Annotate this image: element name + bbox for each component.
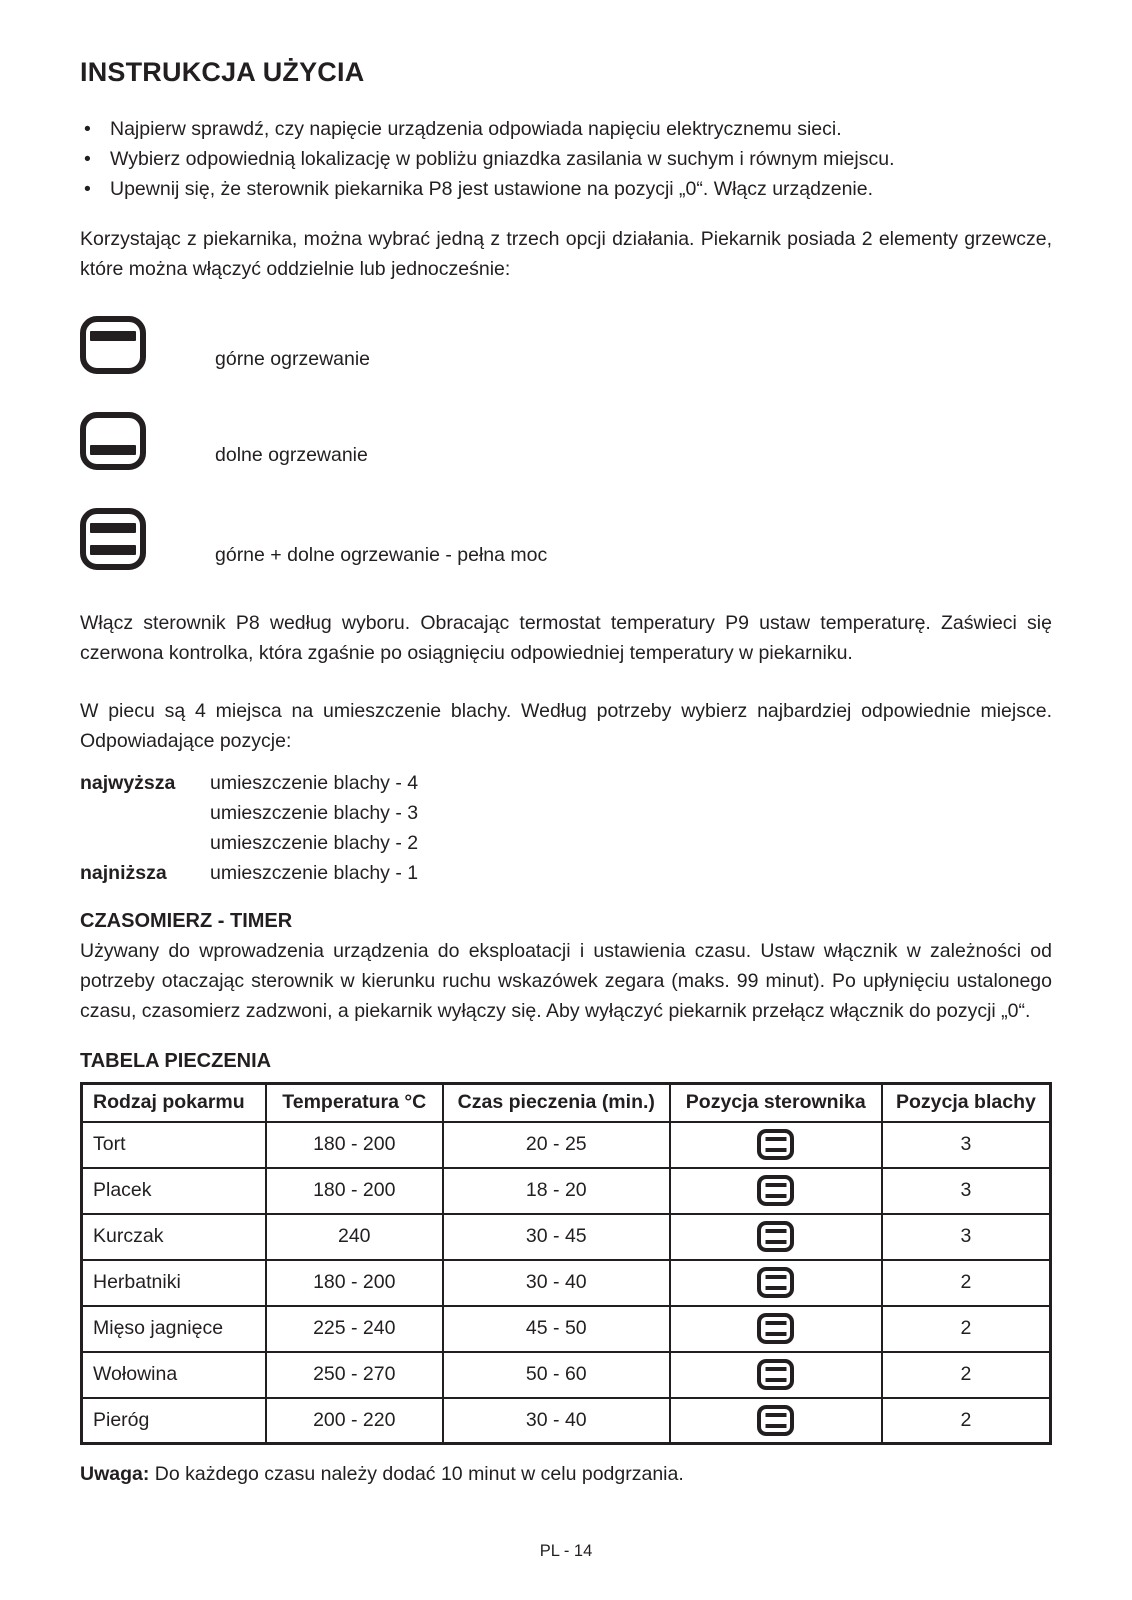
shelf-position-text: umieszczenie blachy - 3 [210,802,419,824]
shelf-position-text: umieszczenie blachy - 4 [210,772,419,794]
time-cell: 50 - 60 [443,1352,670,1398]
oven-top-bottom-heat-icon [757,1359,794,1390]
time-cell: 45 - 50 [443,1306,670,1352]
temperature-cell: 180 - 200 [266,1260,443,1306]
shelf-position-list [80,768,1052,888]
controller-cell [670,1122,882,1168]
food-cell: Tort [82,1122,266,1168]
column-header-shelf: Pozycja blachy [882,1084,1051,1122]
shelf-cell: 2 [882,1260,1051,1306]
heating-mode-label: górne ogrzewanie [215,348,371,370]
intro-bullet-list [80,114,1052,204]
oven-top-bottom-heat-icon [757,1313,794,1344]
bottom-heat-bar [765,1424,786,1428]
heating-mode-row [80,316,1052,374]
shelf-cell: 2 [882,1352,1051,1398]
heating-mode-label: dolne ogrzewanie [215,444,368,466]
temperature-cell: 180 - 200 [266,1168,443,1214]
bottom-heat-bar [90,445,136,455]
temperature-cell: 200 - 220 [266,1398,443,1444]
bottom-heat-bar [765,1240,786,1244]
shelf-position-row [80,798,1052,828]
timer-heading: CZASOMIERZ - TIMER [80,910,293,932]
top-heat-bar [765,1275,786,1279]
shelf-cell: 2 [882,1398,1051,1444]
note-line [80,1459,1052,1489]
note-text: Do każdego czasu należy dodać 10 minut w celu podgrzania. [149,1463,684,1485]
baking-table [80,1082,1052,1445]
shelf-position-label [80,798,210,828]
table-row [82,1398,1051,1444]
table-row [82,1214,1051,1260]
top-heat-bar [765,1413,786,1417]
table-row [82,1168,1051,1214]
food-cell: Wołowina [82,1352,266,1398]
controller-cell [670,1306,882,1352]
controller-cell [670,1352,882,1398]
shelf-cell: 3 [882,1168,1051,1214]
controller-cell [670,1214,882,1260]
heating-mode-row [80,508,1052,570]
oven-top-heat-icon [80,316,146,374]
bottom-heat-bar [765,1148,786,1152]
bottom-heat-bar [765,1378,786,1382]
oven-top-bottom-heat-icon [80,508,146,570]
top-heat-bar [765,1321,786,1325]
food-cell: Placek [82,1168,266,1214]
oven-top-bottom-heat-icon [757,1129,794,1160]
oven-top-bottom-heat-icon [757,1221,794,1252]
table-row [82,1352,1051,1398]
heating-mode-label: górne + dolne ogrzewanie - pełna moc [215,544,548,566]
oven-top-bottom-heat-icon [757,1175,794,1206]
controller-cell [670,1168,882,1214]
temperature-cell: 180 - 200 [266,1122,443,1168]
note-label: Uwaga: [80,1463,150,1485]
shelf-position-text: umieszczenie blachy - 1 [210,862,419,884]
time-cell: 30 - 40 [443,1398,670,1444]
table-row [82,1122,1051,1168]
shelf-cell: 3 [882,1214,1051,1260]
shelf-position-row [80,828,1052,858]
shelf-cell: 3 [882,1122,1051,1168]
shelf-paragraph: W piecu są 4 miejsca na umieszczenie blachy. Według potrzeby wybierz najbardziej odpowiednie miejsce. Odpowiadające pozycje: [80,700,1052,752]
bullet-item: • Najpierw sprawdź, czy napięcie urządzenia odpowiada napięciu elektrycznemu sieci. [80,114,1052,144]
shelf-position-label [80,828,210,858]
shelf-position-label: najniższa [80,862,167,884]
column-header-controller: Pozycja sterownika [670,1084,882,1122]
shelf-position-row [80,858,1052,888]
oven-bottom-heat-icon [80,412,146,470]
column-header-temperature: Temperatura °C [266,1084,443,1122]
top-heat-bar [765,1367,786,1371]
time-cell: 30 - 45 [443,1214,670,1260]
temperature-cell: 240 [266,1214,443,1260]
top-heat-bar [90,331,136,341]
timer-paragraph: Używany do wprowadzenia urządzenia do eksploatacji i ustawienia czasu. Ustaw włącznik w zależności od potrzeby otaczając sterownik w kierunku ruchu wskazówek zegara (maks. 99 minut). Po upłynięciu ustalonego czasu, czasomierz zadzwoni, a piekarnik wyłączy się. Aby wyłączyć piekarnik przełącz włącznik do pozycji „0“. [80,940,1052,1022]
bottom-heat-bar [765,1194,786,1198]
shelf-cell: 2 [882,1306,1051,1352]
controller-cell [670,1398,882,1444]
shelf-position-row [80,768,1052,798]
table-header-row [82,1084,1051,1122]
page-number: PL - 14 [539,1542,593,1560]
table-row [82,1306,1051,1352]
bottom-heat-bar [765,1286,786,1290]
top-heat-bar [90,523,136,533]
time-cell: 30 - 40 [443,1260,670,1306]
temperature-cell: 250 - 270 [266,1352,443,1398]
bullet-item: • Wybierz odpowiednią lokalizację w pobliżu gniazdka zasilania w suchym i równym miejscu. [80,144,1052,174]
bottom-heat-bar [90,545,136,555]
shelf-position-text: umieszczenie blachy - 2 [210,832,419,854]
column-header-food: Rodzaj pokarmu [82,1084,266,1122]
page-title: INSTRUKCJA UŻYCIA [80,57,365,87]
intro-paragraph: Korzystając z piekarnika, można wybrać jedną z trzech opcji działania. Piekarnik posiada 2 elementy grzewcze, które można włączyć oddzielnie lub jednocześnie: [80,228,1052,280]
timer-section [80,906,1052,1026]
top-heat-bar [765,1137,786,1141]
oven-top-bottom-heat-icon [757,1267,794,1298]
baking-table-heading: TABELA PIECZENIA [80,1050,272,1072]
bottom-heat-bar [765,1332,786,1336]
time-cell: 18 - 20 [443,1168,670,1214]
food-cell: Pieróg [82,1398,266,1444]
heating-mode-row [80,412,1052,470]
top-heat-bar [765,1229,786,1233]
shelf-position-label: najwyższa [80,772,176,794]
table-row [82,1260,1051,1306]
oven-top-bottom-heat-icon [757,1405,794,1436]
column-header-time: Czas pieczenia (min.) [443,1084,670,1122]
food-cell: Mięso jagnięce [82,1306,266,1352]
food-cell: Herbatniki [82,1260,266,1306]
top-heat-bar [765,1183,786,1187]
thermostat-paragraph: Włącz sterownik P8 według wyboru. Obracając termostat temperatury P9 ustaw temperaturę. Zaświeci się czerwona kontrolka, która zgaśnie po osiągnięciu odpowiedniej temperatury w piekarniku. [80,612,1052,664]
controller-cell [670,1260,882,1306]
time-cell: 20 - 25 [443,1122,670,1168]
food-cell: Kurczak [82,1214,266,1260]
temperature-cell: 225 - 240 [266,1306,443,1352]
bullet-item: • Upewnij się, że sterownik piekarnika P8 jest ustawione na pozycji „0“. Włącz urządzenie. [80,174,1052,204]
